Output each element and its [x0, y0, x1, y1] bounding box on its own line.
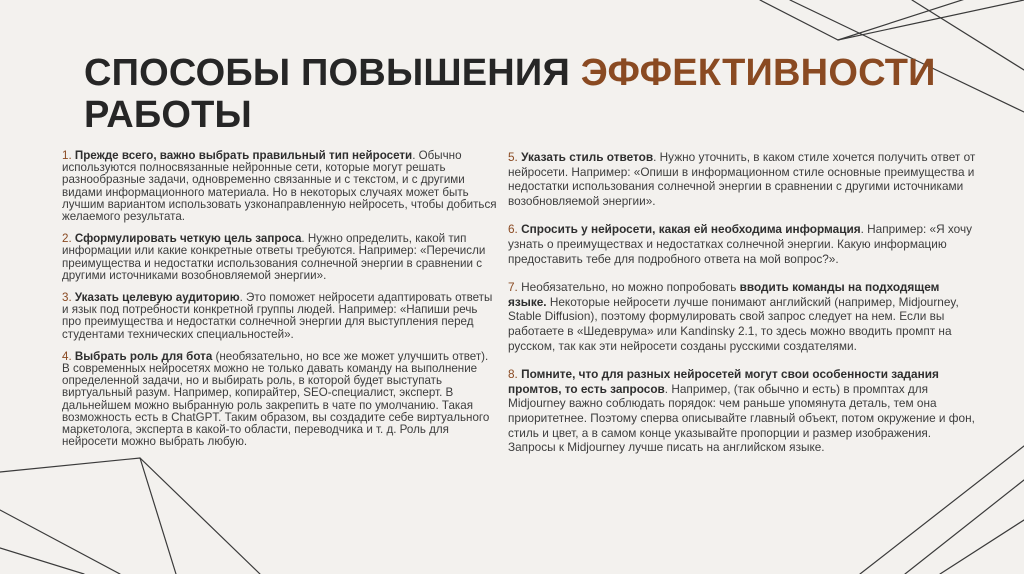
right-column — [508, 150, 978, 469]
list-item-4 — [62, 351, 498, 449]
item-prefix: Необязательно, но можно попробовать — [517, 280, 740, 295]
list-item-7 — [508, 280, 978, 353]
item-heading: Сформулировать четкую цель запроса — [71, 232, 302, 246]
item-number: 3. — [62, 291, 72, 305]
item-heading: Выбрать роль для бота — [71, 349, 213, 363]
item-number: 1. — [62, 149, 72, 162]
item-heading: Помните, что для разных нейросетей могут свои особенности задания промтов, то есть запросов — [508, 367, 939, 396]
item-text: . Например, (так обычно и есть) в промптах для Midjourney важно соблюдать порядок: чем раньше упомянута деталь, тем она приоритетнее. Поэтому сперва описывайте главный объект, потом окружение и фон, стиль и цвет, а в самом конце указывайте пропорции и размер изображения. Запросы к Midjourney лучше писать на английском языке. — [508, 381, 975, 455]
left-column — [62, 150, 498, 458]
item-text: . Например: «Я хочу узнать о преимуществах и недостатках солнечной энергии. Какую информацию предоставить тебе для подробного ответа на мой вопрос?». — [508, 222, 973, 266]
item-heading: Указать стиль ответов — [517, 150, 654, 164]
item-number: 2. — [62, 232, 72, 246]
item-number: 4. — [62, 349, 72, 363]
list-item-1 — [62, 150, 498, 223]
item-number: 5. — [508, 150, 518, 164]
list-item-8 — [508, 367, 978, 455]
item-number: 8. — [508, 367, 518, 382]
item-text: (необязательно, но все же может улучшить ответ). В современных нейросетях можно не только давать команду на выполнение определенной задачи, но и выбирать роль, в которой будет выступать виртуальный разум. Например, копирайтер, SEO-специалист, эксперт. В дальнейшем можно выбранную роль закрепить в чате по умолчанию. Такая возможность есть в ChatGPT. Таким образом, вы создадите себе виртуального маркетолога, эксперта в какой-то области, переводчика и т. д. Роль для нейросети можно выбрать любую. — [62, 349, 490, 449]
item-text: . Обычно используются полносвязанные нейронные сети, которые могут решать разнообразные задачи, одновременно связанные и с текстом, и с другими видами информационного материала. Но в некоторых случаях может быть лучшим вариантом использовать узконаправленную нейросеть, чтобы добиться желаемого результата. — [62, 149, 497, 224]
item-text: . Нужно определить, какой тип информации или какие конкретные ответы требуются. Например: «Перечисли преимущества и недостатки использования солнечной энергии в сравнении с другими источниками возобновляемой энергии». — [62, 232, 486, 282]
item-text: Некоторые нейросети лучше понимают английский (например, Midjourney, Stable Diffusion), поэтому формулировать свой запрос следует на нем. Если вы работаете в «Шедеврума» или Kandinsky 2.1, то здесь можно вводить промпт на русском, так как эти нейросети созданы русскими создателями. — [508, 294, 959, 353]
title-accent: ЭФФЕКТИВНОСТИ — [580, 52, 936, 94]
title-part1: СПОСОБЫ ПОВЫШЕНИЯ — [84, 52, 581, 94]
list-item-2 — [62, 233, 498, 282]
item-text: . Нужно уточнить, в каком стиле хочется получить ответ от нейросети. Например: «Опиши в информационном стиле основные преимущества и недостатки использования солнечной энергии в сравнении с другими источниками возобновляемой энергии». — [508, 150, 976, 208]
list-item-6 — [508, 222, 978, 266]
list-item-3 — [62, 292, 498, 341]
item-heading: вводить команды на подходящем языке. — [508, 280, 940, 309]
item-heading: Прежде всего, важно выбрать правильный тип нейросети — [71, 149, 413, 162]
item-number: 7. — [508, 280, 518, 295]
item-heading: Спросить у нейросети, какая ей необходима информация — [517, 222, 861, 237]
item-number: 6. — [508, 222, 518, 237]
page-title — [84, 52, 984, 136]
title-part2: РАБОТЫ — [84, 94, 252, 136]
item-heading: Указать целевую аудиторию — [71, 291, 240, 305]
list-item-5 — [508, 150, 978, 208]
item-text: . Это поможет нейросети адаптировать ответы и язык под потребности конкретной группы людей. Например: «Напиши речь про преимущества и недостатки солнечной энергии для выступления перед студентами технических специальностей». — [62, 291, 493, 341]
